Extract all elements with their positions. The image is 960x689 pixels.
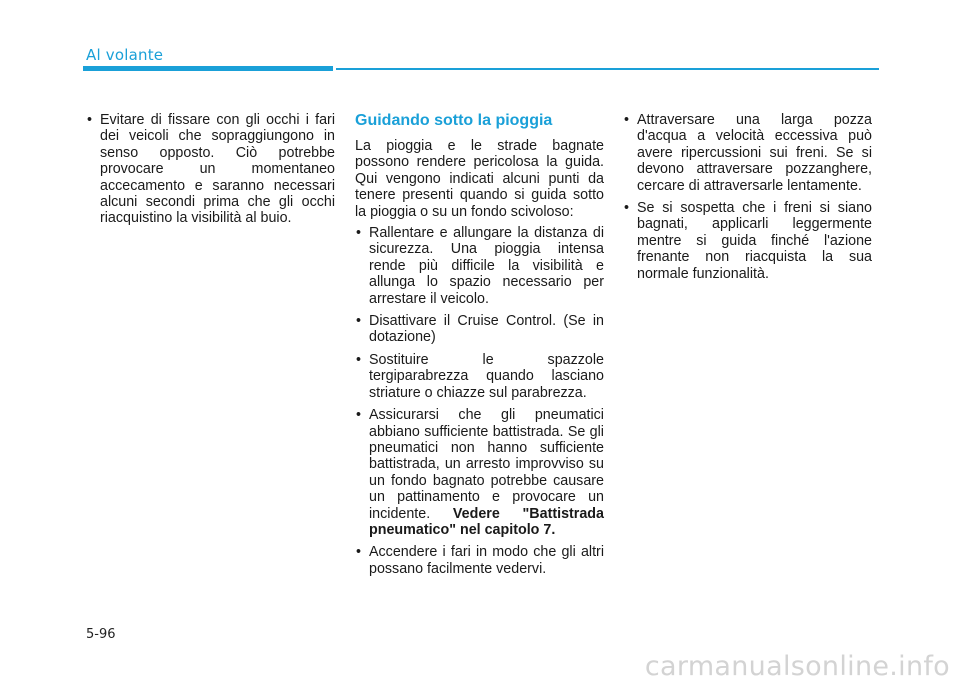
bullet-icon: •: [624, 112, 630, 128]
list-item: [355, 407, 604, 538]
list-item: [623, 200, 872, 282]
watermark: carmanualsonline.info: [644, 651, 950, 682]
list-item-text: Sostituire le spazzole tergiparabrezza quando lasciano striature o chiazze sul parabrezza.: [369, 351, 604, 401]
bullet-icon: •: [356, 351, 362, 368]
list-item-text: Accendere i fari in modo che gli altri possano facilmente vedervi.: [369, 544, 604, 577]
list-item-text: Disattivare il Cruise Control. (Se in dotazione): [369, 313, 604, 346]
list-item: [86, 112, 335, 227]
intro-paragraph: La pioggia e le strade bagnate possono rendere pericolosa la guida. Qui vengono indicati alcuni punti da tenere presenti quando si guida sotto la pioggia o su un fondo scivoloso:: [355, 138, 604, 220]
bullet-icon: •: [624, 200, 630, 217]
bullet-list: [623, 112, 872, 282]
list-item-text: Rallentare e allungare la distanza di sicurezza. Una pioggia intensa rende più difficile la visibilità e allunga lo spazio necessario per arrestare il veicolo.: [369, 225, 604, 307]
list-item: [355, 225, 604, 307]
list-item: [623, 112, 872, 194]
bullet-icon: •: [356, 225, 362, 242]
list-item-text: Evitare di fissare con gli occhi i fari dei veicoli che sopraggiungono in senso opposto. Ciò potrebbe provocare un momentaneo accecamento e saranno necessari alcuni secondi prima che gli occhi riacquistino la visibilità al buio.: [100, 112, 335, 227]
list-item: [355, 352, 604, 401]
section-title: Guidando sotto la pioggia: [355, 112, 553, 129]
bullet-icon: •: [356, 407, 362, 424]
page-number: 5-96: [86, 627, 116, 642]
column-2: [355, 112, 604, 583]
list-item-text: Assicurarsi che gli pneumatici abbiano sufficiente battistrada. Se gli pneumatici non hanno sufficiente battistrada, un arresto improvviso su un fondo bagnato potrebbe causare un pattinamento e provocare un incidente.: [369, 407, 604, 522]
column-3: [623, 112, 872, 288]
header-rule-thin: [336, 68, 879, 70]
column-1: [86, 112, 335, 233]
bullet-icon: •: [356, 313, 362, 330]
list-item: [355, 544, 604, 577]
list-item-text: Attraversare una larga pozza d'acqua a velocità eccessiva può avere ripercussioni sui freni. Se si devono attraversare pozzanghere, cercare di attraversarle lentamente.: [637, 112, 872, 194]
section-header-title: Al volante: [86, 46, 164, 64]
list-item: [355, 313, 604, 346]
bullet-list: [355, 225, 604, 577]
bullet-icon: •: [87, 112, 93, 128]
header-rule-thick: [83, 66, 333, 71]
bullet-list: [86, 112, 335, 227]
chapter-reference: Vedere "Battistrada pneumatico" nel capitolo 7.: [369, 505, 604, 538]
list-item-text: Se si sospetta che i freni si siano bagnati, applicarli leggermente mentre si guida finché l'azione frenante non riacquista la sua normale funzionalità.: [637, 200, 872, 282]
bullet-icon: •: [356, 544, 362, 561]
